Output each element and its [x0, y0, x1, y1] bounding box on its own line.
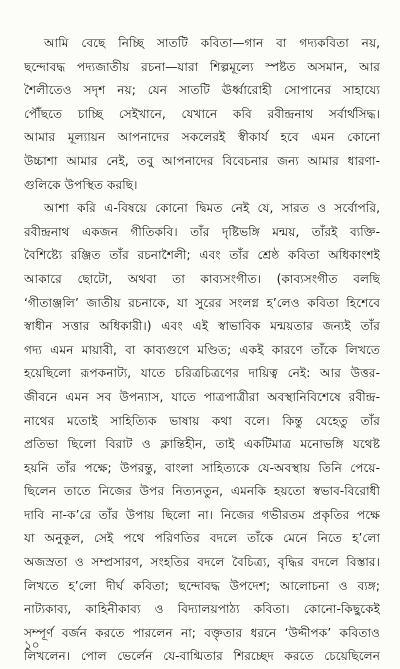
text-line: গুলিকে উপস্থিত করছি। [24, 177, 138, 192]
text-line: পৌঁছতে চাচ্ছি সেইখানে, যেখানে কবি রবীন্দ্রনাথ সর্বার্থসিদ্ধ। [24, 106, 380, 121]
text-line: প্রতিভা ছিলো বিরাট ও ক্লান্তিহীন, তাই একটিমাত্র মনোভঙ্গি যথেষ্ট [24, 437, 380, 452]
text-line: ছন্দোবদ্ধ পদ্যজাতীয় রচনা—যারা শিল্পমূল্যে স্পষ্টত অসমান, আর [24, 59, 380, 74]
text-line: যা অনুকূল, সেই পথে পরিণতির বদলে তাঁকে মেনে নিতে হ’লো [24, 531, 380, 546]
text-line: আমি বেছে নিচ্ছি সাতটি কবিতা—গান বা গদ্যকবিতা নয়, [44, 36, 380, 50]
text-line: স্বাধীন সত্তার অধিকারী।) এবং এই স্বাভাবিক মন্ময়তার জন্যই তাঁর [24, 319, 380, 334]
text-line: সম্পূর্ণ বর্জন করতে পারলেন না; বক্তৃতার ধরনে ‘উদ্দীপক’ কবিতাও [24, 625, 380, 640]
text-line: নাথের মতোই সাহিত্যিক ভাষায় কথা বলে। কিন্তু যেহেতু তাঁর [24, 413, 380, 428]
page-number: ১০ [24, 638, 40, 652]
text-line: হয়েছিলো রূপকনাট্য, যাতে চরিত্রচিত্রণের দায়িত্ব নেই: আর উত্তর- [24, 366, 380, 381]
text-line: লিখতে হ’লো দীর্ঘ কবিতা; ছন্দোবদ্ধ উপদেশ; আলোচনা ও ব্যঙ্গ; [24, 578, 380, 593]
body-text [24, 32, 380, 669]
text-line: অজস্রতা ও সম্প্রসারণ, সংহতির বদলে বৈচিত্র্য, বৃদ্ধির বদলে বিস্তার। [24, 555, 380, 570]
text-line: বৈশিষ্ট্যে রঞ্জিত তাঁর রচনাশৈলী; এবং তাঁর শ্রেষ্ঠ কবিতা অধিকাংশই [24, 248, 380, 263]
text-line: উচ্চাশা আমার নেই, তবু আপনাদের বিবেচনার জন্য আমার ধারণা- [24, 153, 380, 168]
text-line: নাট্যকাব্য, কাহিনীকাব্য ও বিদ্যালয়পাঠ্য কবিতা। কোনো-কিছুকেই [24, 602, 380, 617]
text-line: হয়নি তাঁর পক্ষে; উপরন্তু, বাংলা সাহিত্যকে যে-অবস্থায় তিনি পেয়ে- [24, 460, 380, 475]
text-line: দাবি না-ক’রে তাঁর উপায় ছিলো না। নিজের গভীরতম প্রকৃতির পক্ষে [24, 507, 380, 522]
text-line: ‘গীতাঞ্জলি’ জাতীয় রচনাকে, যা সুরের সংলগ্ন হ’লেও কবিতা হিশেবে [24, 295, 380, 310]
text-line: আকারে ছোটো, অথবা তা কাব্যসংগীত। (কাব্যসংগীত বলছি [24, 271, 380, 286]
text-line: শৈলীতেও সদৃশ নয়; যেন সাতটি ঊর্ধ্বারোহী সোপানের সাহায্যে [24, 83, 380, 98]
text-line: আশা করি এ-বিষয়ে কোনো দ্বিমত নেই যে, সারত ও সর্বোপরি, [44, 201, 380, 216]
text-line: ছিলেন তাতে নিজের উপর নিত্যনতুন, এমনকি হয়তো স্বভাব-বিরোধী [24, 484, 380, 499]
text-line: আমার মূল্যায়ন আপনাদের সকলেরই স্বীকার্য হবে এমন কোনো [24, 130, 380, 145]
text-line: লিখলেন। পোল ভের্লেন যে-বাগ্মিতার শিরচ্ছেদ করতে চেয়েছিলেন [24, 649, 380, 664]
text-line: জীবনে এমন সব উপন্যাস, যাতে পাত্রপাত্রীরা অবস্থানিবিশেষে রবীন্দ্র- [24, 389, 380, 404]
text-line: গদ্য এমন মায়াবী, বা কাব্যগুণে মণ্ডিত; একই কারণে তাঁকে লিখতে [24, 342, 380, 357]
text-line: রবীন্দ্রনাথ একজন গীতিকবি। তাঁর দৃষ্টিভঙ্গি মন্ময়, তাঁরই ব্যক্তি- [24, 224, 380, 239]
